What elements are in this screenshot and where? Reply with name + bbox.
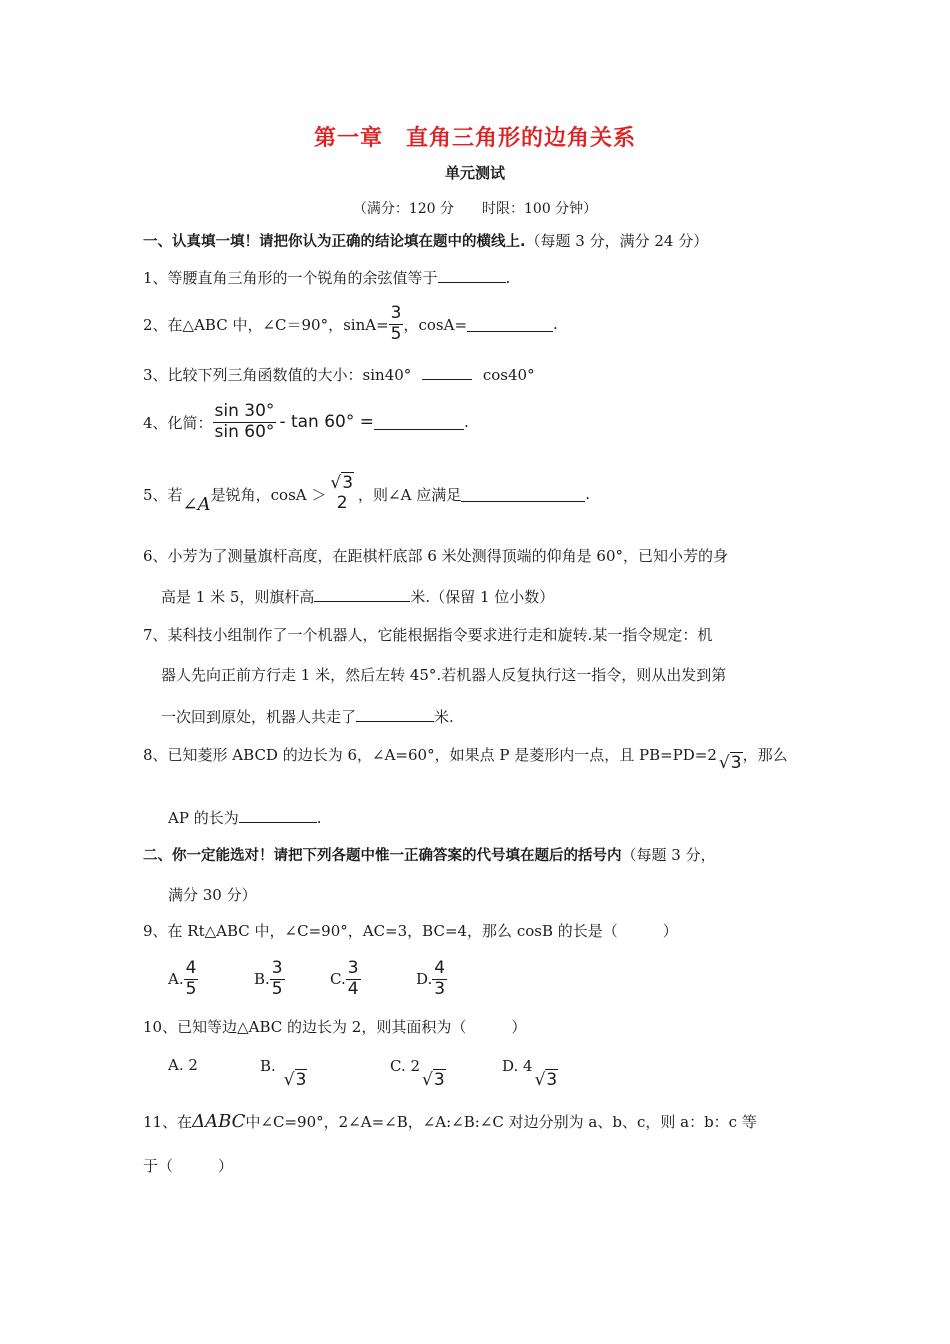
q10-option-c[interactable] bbox=[390, 1056, 446, 1090]
q5-mid: 是锐角，cosA ＞ bbox=[210, 485, 327, 504]
question-8-line-2 bbox=[168, 807, 321, 828]
q5-text: 5、若 bbox=[143, 485, 183, 504]
q4-answer-blank bbox=[374, 415, 464, 430]
q5-answer-blank bbox=[461, 487, 585, 502]
question-6-line-2 bbox=[161, 586, 554, 607]
q1-text: 1、等腰直角三角形的一个锐角的余弦值等于 bbox=[143, 269, 438, 287]
q11-triangle: ΔABC bbox=[192, 1111, 246, 1132]
q2-mid: ，cosA= bbox=[403, 315, 468, 334]
q10-option-b-label: B. bbox=[260, 1057, 276, 1075]
q2-text: 2、在△ABC 中，∠C＝90°，sinA= bbox=[143, 315, 389, 334]
section-2-header bbox=[143, 844, 716, 865]
q6-line-2-text: 高是 1 米 5，则旗杆高 bbox=[161, 588, 315, 606]
q7-answer-blank bbox=[356, 707, 434, 722]
q9-option-a[interactable] bbox=[168, 954, 198, 1004]
q2-fraction-denominator: 5 bbox=[390, 323, 402, 344]
q10-option-c-sqrt: √3 bbox=[422, 1070, 445, 1090]
q3-text: 3、比较下列三角函数值的大小：sin40° bbox=[143, 366, 412, 384]
q9-option-c[interactable] bbox=[330, 954, 361, 1004]
q7-line-3-text: 一次回到原处，机器人共走了 bbox=[161, 708, 357, 726]
q5-sqrt: √3 bbox=[330, 473, 354, 494]
q9-option-b-fraction bbox=[270, 959, 285, 999]
q2-answer-blank bbox=[467, 317, 553, 332]
question-7-line-1: 7、某科技小组制作了一个机器人，它能根据指令要求进行走和旋转.某一指令规定：机 bbox=[143, 626, 713, 644]
q9-option-b-numerator: 3 bbox=[271, 957, 283, 978]
q8-sqrt: √3 bbox=[718, 753, 742, 773]
q8-line-1-text: 8、已知菱形 ABCD 的边长为 6，∠A=60°，如果点 P 是菱形内一点，且 PB=PD=2 bbox=[143, 746, 717, 764]
q9-option-d[interactable] bbox=[416, 954, 447, 1004]
q10-option-d-label: D. 4 bbox=[502, 1057, 533, 1075]
q4-mid: - tan 60° = bbox=[279, 412, 375, 432]
q9-option-a-fraction bbox=[184, 959, 199, 999]
q10-option-b[interactable] bbox=[260, 1056, 307, 1090]
q1-answer-blank bbox=[438, 268, 506, 283]
q5-fraction-denominator: 2 bbox=[336, 493, 348, 513]
question-4 bbox=[143, 396, 469, 448]
q9-option-d-numerator: 4 bbox=[434, 957, 446, 978]
q10-option-b-sqrt: √3 bbox=[283, 1070, 307, 1090]
q9-option-b-label: B. bbox=[254, 970, 270, 988]
q10-option-c-label: C. 2 bbox=[390, 1057, 421, 1075]
q5-fraction bbox=[328, 474, 356, 513]
question-2 bbox=[143, 300, 558, 348]
section-1-header bbox=[143, 230, 708, 251]
q9-option-b[interactable] bbox=[254, 954, 285, 1004]
q8-radicand: 3 bbox=[730, 753, 742, 773]
q10-option-b-radicand: 3 bbox=[295, 1070, 307, 1090]
q10-option-c-radicand: 3 bbox=[433, 1070, 445, 1090]
q9-option-d-fraction bbox=[432, 959, 447, 999]
q6-line-2-end: 米.（保留 1 位小数） bbox=[410, 588, 555, 606]
question-6-line-1: 6、小芳为了测量旗杆高度，在距棋杆底部 6 米处测得顶端的仰角是 60°，已知小芳的身 bbox=[143, 547, 728, 565]
q4-fraction bbox=[213, 402, 277, 442]
question-9-options bbox=[168, 954, 768, 1004]
q5-fraction-numerator bbox=[328, 474, 356, 494]
section-2-note: （每题 3 分， bbox=[621, 846, 716, 864]
q2-fraction-numerator: 3 bbox=[390, 302, 402, 323]
q9-option-a-label: A. bbox=[168, 970, 184, 988]
q5-post: ，则∠A 应满足 bbox=[358, 485, 462, 504]
q4-end: . bbox=[464, 413, 469, 431]
exam-meta: （满分：120 分 时限：100 分钟） bbox=[352, 201, 598, 217]
q8-line-2-text: AP 的长为 bbox=[168, 809, 239, 827]
q5-radicand: 3 bbox=[342, 473, 354, 494]
question-11-line-1 bbox=[143, 1111, 757, 1132]
q3-post: cos40° bbox=[482, 366, 535, 384]
q11-post: 中∠C=90°，2∠A=∠B，∠A:∠B:∠C 对边分别为 a、b、c，则 a：b：c 等 bbox=[245, 1113, 757, 1131]
q8-line-1-end: ，那么 bbox=[742, 746, 788, 764]
page-title: 第一章 直角三角形的边角关系 bbox=[313, 126, 636, 151]
q8-line-2-end: . bbox=[316, 809, 322, 827]
q9-option-c-denominator: 4 bbox=[347, 978, 359, 999]
q1-end: . bbox=[505, 269, 511, 287]
q9-option-c-numerator: 3 bbox=[347, 957, 359, 978]
question-11-line-2: 于（ ） bbox=[143, 1157, 234, 1175]
q5-angle: ∠A bbox=[182, 493, 211, 515]
q11-text: 11、在 bbox=[143, 1113, 193, 1131]
question-7-line-3 bbox=[161, 706, 454, 727]
section-1-heading: 一、认真填一填！请把你认为正确的结论填在题中的横线上. bbox=[143, 234, 526, 250]
q2-fraction bbox=[389, 304, 404, 344]
q10-option-a[interactable]: A. 2 bbox=[168, 1056, 198, 1074]
q9-option-c-label: C. bbox=[330, 970, 346, 988]
section-2-heading: 二、你一定能选对！请把下列各题中惟一正确答案的代号填在题后的括号内 bbox=[143, 848, 622, 864]
q5-end: . bbox=[585, 485, 590, 503]
question-10: 10、已知等边△ABC 的边长为 2，则其面积为（ ） bbox=[143, 1018, 527, 1036]
q3-answer-blank bbox=[422, 365, 472, 380]
q4-fraction-denominator: sin 60° bbox=[214, 421, 275, 442]
q4-text: 4、化简： bbox=[143, 413, 213, 432]
q10-option-d-radicand: 3 bbox=[546, 1070, 558, 1090]
question-9: 9、在 Rt△ABC 中，∠C=90°，AC=3，BC=4，那么 cosB 的长是（ ） bbox=[143, 922, 678, 940]
question-7-line-2: 器人先向正前方行走 1 米，然后左转 45°.若机器人反复执行这一指令，则从出发到第 bbox=[161, 666, 727, 684]
question-5 bbox=[143, 466, 590, 522]
q9-option-b-denominator: 5 bbox=[271, 978, 283, 999]
q6-answer-blank bbox=[314, 587, 410, 602]
q9-option-d-denominator: 3 bbox=[434, 978, 446, 999]
question-8-line-1 bbox=[143, 744, 788, 773]
q10-option-d[interactable] bbox=[502, 1056, 558, 1090]
page-subtitle: 单元测试 bbox=[444, 164, 505, 182]
section-1-note: （每题 3 分，满分 24 分） bbox=[525, 232, 709, 250]
q4-fraction-numerator: sin 30° bbox=[214, 400, 275, 421]
q9-option-d-label: D. bbox=[416, 970, 433, 988]
q9-option-a-denominator: 5 bbox=[185, 978, 197, 999]
q7-line-3-end: 米. bbox=[434, 708, 454, 726]
section-2-note-line-2: 满分 30 分） bbox=[168, 886, 257, 904]
question-1 bbox=[143, 267, 510, 288]
q10-option-d-sqrt: √3 bbox=[534, 1070, 558, 1090]
q9-option-c-fraction bbox=[346, 959, 361, 999]
q2-end: . bbox=[553, 315, 558, 333]
q8-answer-blank bbox=[239, 808, 317, 823]
q9-option-a-numerator: 4 bbox=[185, 957, 197, 978]
question-3 bbox=[143, 364, 535, 385]
